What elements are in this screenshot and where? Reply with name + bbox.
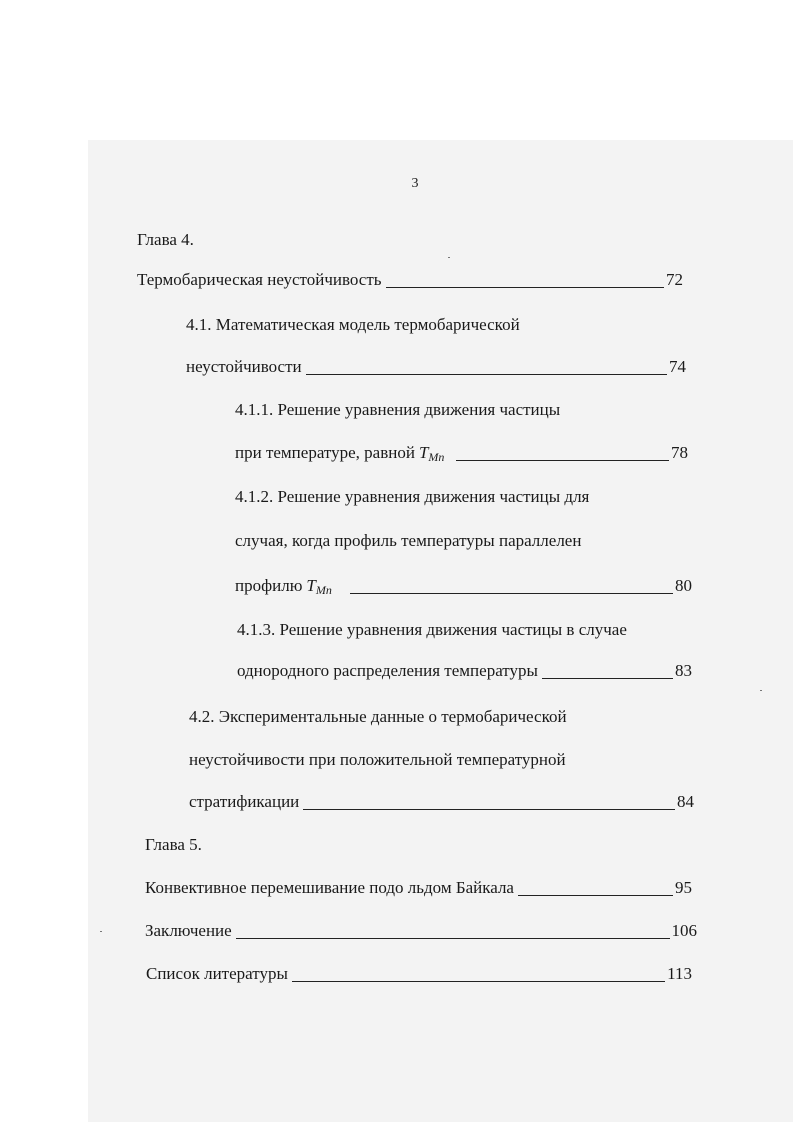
chapter-5-heading [145,834,202,856]
leader-line [456,460,669,461]
toc-entry-text: случая, когда профиль температуры параллелен [235,531,582,550]
symbol-subscript: Мп [428,450,445,464]
toc-page-number: 95 [675,878,692,897]
toc-page-number: 83 [675,661,692,680]
toc-entry-4-1-2-line-1 [235,486,589,508]
toc-entry-text: 4.2. Экспериментальные данные о термобарической [189,707,567,726]
chapter-4-heading [137,229,194,251]
leader-line [306,374,667,375]
toc-entry-chapter-4 [137,269,683,291]
toc-entry-title: Термобарическая неустойчивость [137,270,382,289]
symbol-letter: T [306,576,316,595]
toc-entry-title: неустойчивости [186,357,302,376]
toc-page-number: 106 [671,921,697,940]
toc-entry-text: 4.1. Математическая модель термобарической [186,315,520,334]
scan-speck [448,257,450,258]
chapter-4-heading-text: Глава 4. [137,230,194,249]
temperature-symbol [306,575,331,601]
toc-entry-4-1-1 [235,442,688,468]
leader-line [518,895,673,896]
toc-entry-title: при температуре, равной [235,443,415,462]
toc-page-number: 84 [677,792,694,811]
toc-page-number: 78 [671,443,688,462]
leader-line [236,938,670,939]
toc-entry-4-1-3-line-1 [237,619,627,641]
toc-entry-title: Список литературы [146,964,288,983]
toc-entry-text: 4.1.3. Решение уравнения движения частицы в случае [237,620,627,639]
toc-page-number: 80 [675,576,692,595]
toc-entry-title: профилю [235,576,303,595]
toc-entry-title: Заключение [145,921,232,940]
toc-entry-text: неустойчивости при положительной температурной [189,750,566,769]
toc-entry-references [146,963,692,985]
symbol-letter: T [418,443,429,462]
toc-entry-4-2 [189,791,694,813]
toc-entry-4-1-2-line-2 [235,530,581,552]
page-number: 3 [411,176,419,191]
toc-entry-4-1-line-1 [186,314,520,336]
toc-page-number: 74 [669,357,686,376]
toc-entry-title: стратификации [189,792,300,811]
leader-line [386,287,664,288]
toc-entry-4-1-2 [235,575,692,601]
chapter-5-heading-text: Глава 5. [145,835,202,854]
leader-line [542,678,673,679]
toc-page-number: 72 [666,270,683,289]
toc-entry-title: Конвективное перемешивание подо льдом Байкала [145,878,514,897]
scan-speck [100,931,102,932]
temperature-symbol [419,442,444,468]
leader-line [292,981,665,982]
toc-entry-text: 4.1.1. Решение уравнения движения частицы [235,400,561,419]
leader-line [303,809,675,810]
scan-speck [760,690,762,691]
symbol-subscript: Мп [315,583,332,597]
toc-entry-4-1-3 [237,660,692,682]
toc-entry-4-2-line-1 [189,706,567,728]
toc-entry-text: 4.1.2. Решение уравнения движения частицы для [235,487,590,506]
toc-entry-title: однородного распределения температуры [237,661,538,680]
toc-page-number: 113 [667,964,692,983]
toc-entry-4-1-1-line-1 [235,399,560,421]
toc-entry-4-2-line-2 [189,749,566,771]
leader-line [350,593,673,594]
toc-entry-chapter-5 [145,877,692,899]
toc-entry-4-1 [186,356,686,378]
toc-entry-conclusion [145,920,697,942]
